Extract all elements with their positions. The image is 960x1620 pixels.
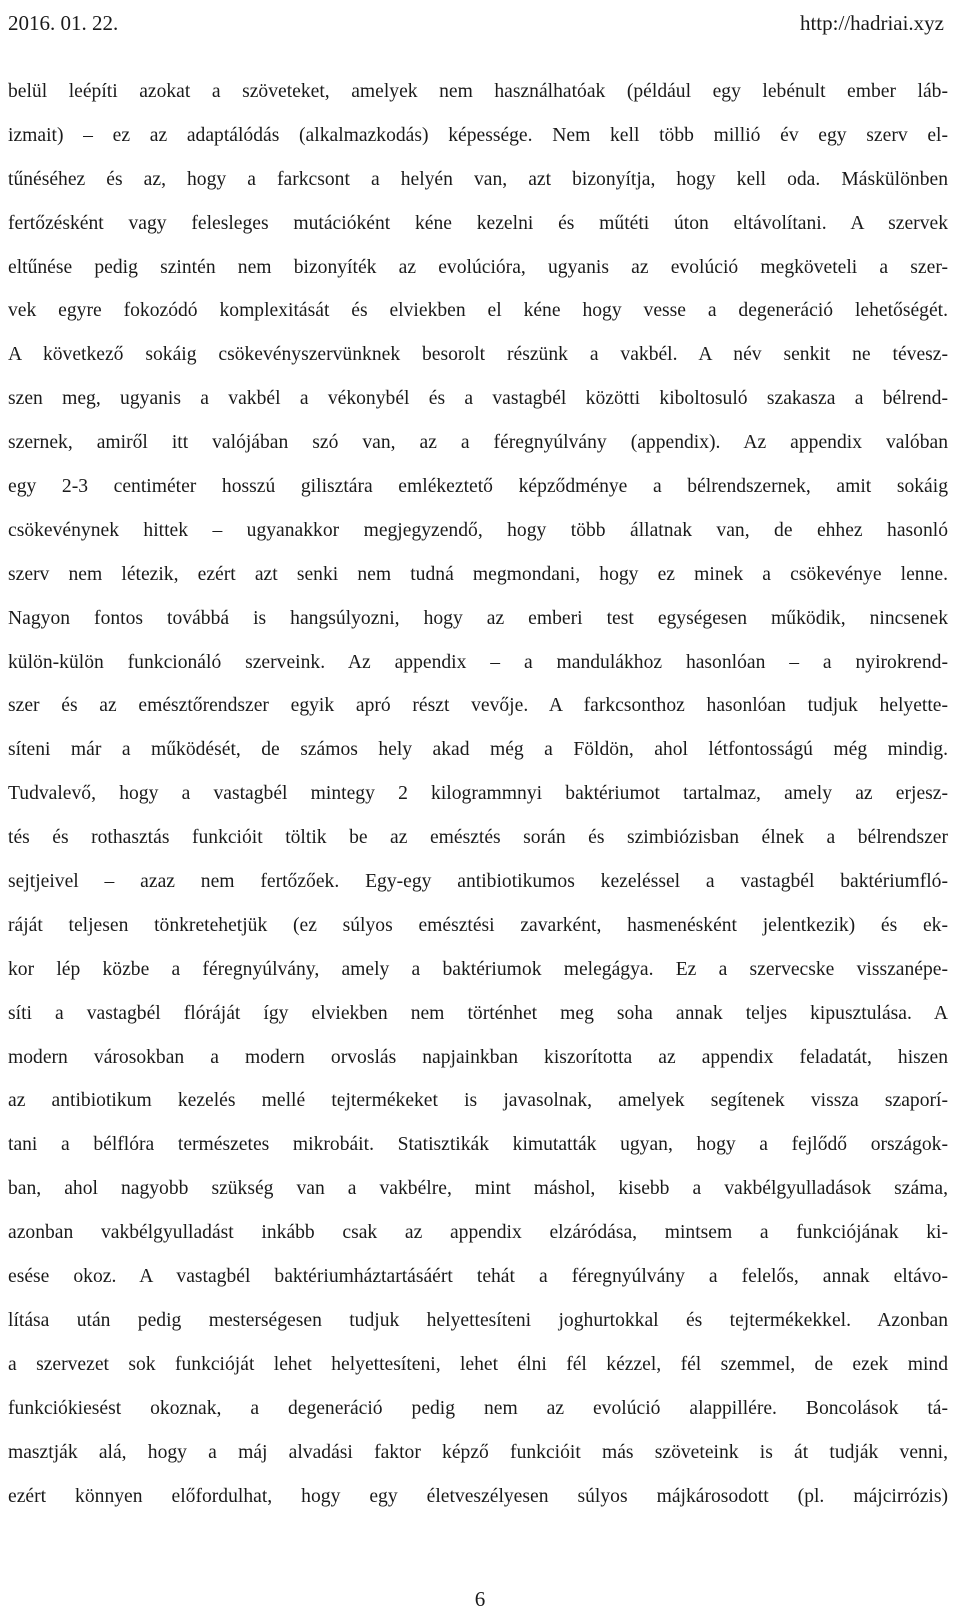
body-text <box>8 70 948 1518</box>
text-line: ráját teljesen tönkretehetjük (ez súlyos emésztési zavarként, hasmenésként jelentkezik) és ek- <box>8 914 948 936</box>
text-line: eltűnése pedig szintén nem bizonyíték az evolúcióra, ugyanis az evolúció megköveteli a szer- <box>8 256 948 278</box>
text-line: funkciókiesést okoznak, a degeneráció pedig nem az evolúció alappillére. Boncolások tá- <box>8 1397 948 1419</box>
text-line: szerv nem létezik, ezért azt senki nem tudná megmondani, hogy ez minek a csökevénye lenne. <box>8 563 948 585</box>
text-line: Tudvalevő, hogy a vastagbél mintegy 2 kilogrammnyi baktériumot tartalmaz, amely az erjesz- <box>8 783 948 805</box>
text-line: izmait) – ez az adaptálódás (alkalmazkodás) képessége. Nem kell több millió év egy szerv el- <box>8 124 948 146</box>
text-line: sejtjeivel – azaz nem fertőzőek. Egy-egy antibiotikumos kezeléssel a vastagbél baktériumfló- <box>8 871 948 893</box>
text-line: síti a vastagbél flóráját így elviekben nem történhet meg soha annak teljes kipusztulása. A <box>8 1002 948 1024</box>
text-line: szernek, amiről itt valójában szó van, az a féregnyúlvány (appendix). Az appendix valóban <box>8 432 948 454</box>
text-line: a szervezet sok funkcióját lehet helyettesíteni, lehet élni fél kézzel, fél szemmel, de ezek mind <box>8 1353 948 1375</box>
text-line: vek egyre fokozódó komplexitását és elviekben el kéne hogy vesse a degeneráció lehetőségét. <box>8 300 948 322</box>
text-line: masztják alá, hogy a máj alvadási faktor képző funkcióit más szöveteink is át tudják venni, <box>8 1441 948 1463</box>
text-line: külön-külön funkcionáló szerveink. Az appendix – a mandulákhoz hasonlóan – a nyirokrend- <box>8 651 948 673</box>
text-line: Nagyon fontos továbbá is hangsúlyozni, hogy az emberi test egységesen működik, nincsenek <box>8 607 948 629</box>
header-date: 2016. 01. 22. <box>8 11 119 35</box>
text-line: belül leépíti azokat a szöveteket, amelyek nem használhatóak (például egy lebénult ember láb- <box>8 81 948 102</box>
text-line: csökevénynek hittek – ugyanakkor megjegyzendő, hogy több állatnak van, de ehhez hasonló <box>8 519 948 541</box>
text-line: egy 2-3 centiméter hosszú gilisztára emlékeztető képződménye a bélrendszernek, amit sokáig <box>8 476 948 498</box>
text-line: tűnéséhez és az, hogy a farkcsont a helyén van, azt bizonyítja, hogy kell oda. Máskülönben <box>8 168 948 190</box>
text-line: kor lép közbe a féregnyúlvány, amely a baktériumok melegágya. Ez a szervecske visszanépe- <box>8 958 948 980</box>
text-line: esése okoz. A vastagbél baktériumháztartásáért tehát a féregnyúlvány a felelős, annak eltávo- <box>8 1266 948 1288</box>
text-line: fertőzésként vagy felesleges mutációként kéne kezelni és műtéti úton eltávolítani. A szervek <box>8 212 948 234</box>
text-line: tani a bélflóra természetes mikrobáit. Statisztikák kimutatták ugyan, hogy a fejlődő országok- <box>8 1134 948 1156</box>
text-line: azonban vakbélgyulladást inkább csak az appendix elzáródása, mintsem a funkciójának ki- <box>8 1222 948 1244</box>
text-line: szen meg, ugyanis a vakbél a vékonybél és a vastagbél közötti kiboltosuló szakasza a bélrend- <box>8 388 948 410</box>
text-line: ezért könnyen előfordulhat, hogy egy életveszélyesen súlyos májkárosodott (pl. májcirrózis) <box>8 1485 948 1507</box>
text-line: modern városokban a modern orvoslás napjainkban kiszorította az appendix feladatát, hiszen <box>8 1046 948 1068</box>
text-line: ban, ahol nagyobb szükség van a vakbélre, mint máshol, kisebb a vakbélgyulladások száma, <box>8 1178 948 1200</box>
page-number: 6 <box>474 1587 486 1611</box>
text-line: tés és rothasztás funkcióit töltik be az emésztés során és szimbiózisban élnek a bélrendszer <box>8 827 948 849</box>
text-line: A következő sokáig csökevényszervünknek besorolt részünk a vakbél. A név senkit ne tévesz- <box>8 344 948 366</box>
text-line: szer és az emésztőrendszer egyik apró részt vevője. A farkcsonthoz hasonlóan tudjuk helyette- <box>8 695 948 717</box>
header-url: http://hadriai.xyz <box>799 11 944 35</box>
page-header <box>8 8 944 38</box>
text-line: síteni már a működését, de számos hely akad még a Földön, ahol létfontosságú még mindig. <box>8 739 948 761</box>
text-line: az antibiotikum kezelés mellé tejtermékeket is javasolnak, amelyek segítenek vissza szaporí- <box>8 1090 948 1112</box>
text-line: lítása után pedig mesterségesen tudjuk helyettesíteni joghurtokkal és tejtermékekkel. Azonban <box>8 1309 948 1331</box>
